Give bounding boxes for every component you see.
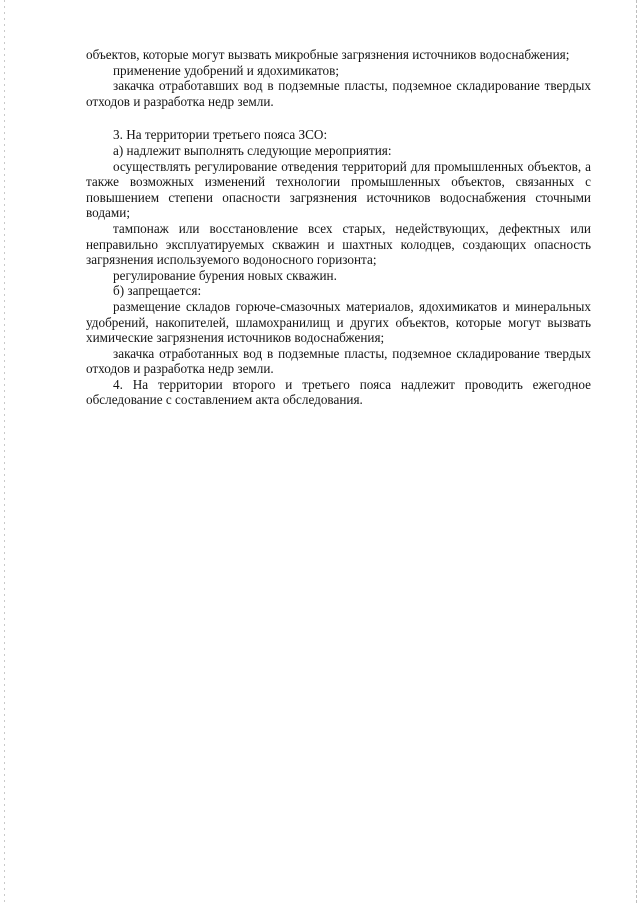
section-3-heading: 3. На территории третьего пояса ЗСО: bbox=[113, 127, 328, 143]
scan-edge-right bbox=[636, 0, 637, 905]
subsection-a-heading: а) надлежит выполнять следующие мероприятия: bbox=[113, 142, 392, 158]
document-body bbox=[86, 47, 591, 408]
subsection-b-heading: б) запрещается: bbox=[113, 283, 202, 299]
section-4-paragraph: 4. На территории второго и третьего пояса надлежит проводить ежегодное обследование с составлением акта обследования. bbox=[86, 376, 591, 408]
paragraph-waste-injection-2: закачка отработанных вод в подземные пласты, подземное складирование твердых отходов и разработка недр земли. bbox=[86, 345, 591, 377]
paragraph-waste-injection: закачка отработавших вод в подземные пласты, подземное складирование твердых отходов и разработка недр земли. bbox=[86, 78, 591, 109]
paragraph-well-plugging: тампонаж или восстановление всех старых, недействующих, дефектных или неправильно эксплуатируемых скважин и шахтных колодцев, создающих опасность загрязнения используемого водоносного горизонта; bbox=[86, 220, 591, 268]
scan-edge-left bbox=[4, 0, 5, 905]
paragraph-gap bbox=[86, 109, 591, 127]
paragraph-drilling-regulation: регулирование бурения новых скважин. bbox=[113, 267, 337, 283]
paragraph-storage-placement: размещение складов горюче-смазочных материалов, ядохимикатов и минеральных удобрений, накопителей, шламохранилищ и других объектов, которые могут вызвать химические загрязнения источников водоснабжения; bbox=[86, 298, 591, 346]
paragraph-territory-regulation: осуществлять регулирование отведения территорий для промышленных объектов, а также возможных изменений технологии промышленных объектов, связанных с повышением степени опасности загрязнения источников водоснабжения сточными водами; bbox=[86, 158, 591, 221]
paragraph-fertilizers: применение удобрений и ядохимикатов; bbox=[113, 62, 340, 78]
paragraph-continuation: объектов, которые могут вызвать микробные загрязнения источников водоснабжения; bbox=[86, 47, 570, 62]
